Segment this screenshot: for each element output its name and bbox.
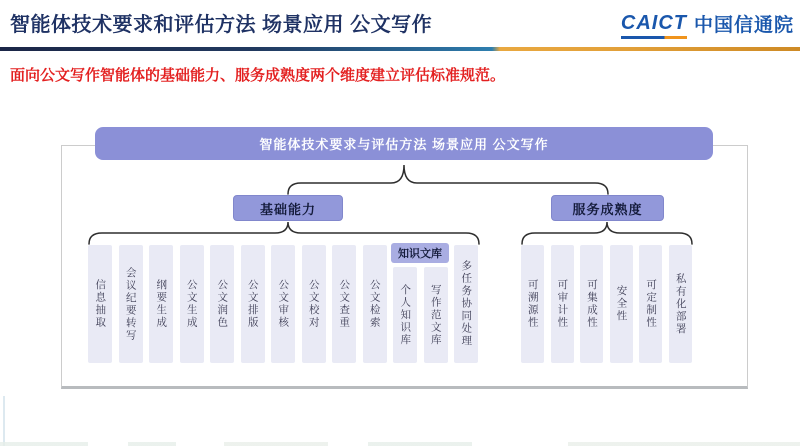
- capability-bar-label: 写作范文库: [429, 283, 442, 347]
- category-basic-capability: 基础能力: [233, 195, 343, 221]
- capability-bar: [241, 245, 265, 363]
- knowledge-library-label: 知识文库: [391, 243, 449, 263]
- caict-wordmark-wrap: [621, 12, 687, 39]
- capability-bar: [210, 245, 234, 363]
- capability-bar: [393, 267, 417, 363]
- intro-statement: 面向公文写作智能体的基础能力、服务成熟度两个维度建立评估标准规范。: [10, 67, 506, 84]
- capability-bar-label: 公文生成: [185, 279, 198, 329]
- maturity-bar: [580, 245, 603, 363]
- maturity-bar-label: 可定制性: [645, 279, 658, 329]
- capability-bar-label: 公文检索: [368, 279, 381, 329]
- capability-bar-label: 公文审核: [277, 279, 290, 329]
- capability-bar: [88, 245, 112, 363]
- capability-bar: [363, 245, 387, 363]
- capability-bar: [119, 245, 143, 363]
- capability-bar-label: 公文润色: [216, 279, 229, 329]
- maturity-bar-label: 可溯源性: [526, 279, 539, 329]
- left-edge-artifact: [3, 396, 5, 446]
- maturity-bar: [521, 245, 544, 363]
- maturity-bar-label: 私有化部署: [674, 272, 687, 336]
- service-maturity-bars: [521, 245, 692, 363]
- caict-cjk-name: 中国信通院: [693, 15, 794, 36]
- caict-logo: [621, 10, 794, 39]
- diagram-root-node: 智能体技术要求与评估方法 场景应用 公文写作: [95, 127, 713, 160]
- capability-bar-label: 纲要生成: [155, 279, 168, 329]
- capability-bar: [271, 245, 295, 363]
- maturity-bar: [610, 245, 633, 363]
- maturity-bar-label: 可集成性: [585, 279, 598, 329]
- caict-wordmark: CAICT: [620, 12, 687, 34]
- capability-bar-label: 公文校对: [307, 279, 320, 329]
- capability-bar: [424, 267, 448, 363]
- capability-bar: [302, 245, 326, 363]
- category-service-maturity: 服务成熟度: [551, 195, 664, 221]
- capability-bar: [180, 245, 204, 363]
- capability-bar-label: 个人知识库: [399, 283, 412, 347]
- capability-bar-label: 会议纪要转写: [124, 266, 137, 342]
- capability-bar: [332, 245, 356, 363]
- maturity-bar-label: 可审计性: [556, 279, 569, 329]
- header-divider-rule: [0, 47, 800, 51]
- capability-bar-label: 公文查重: [338, 279, 351, 329]
- caict-logo-underline: [621, 36, 687, 39]
- capability-bar: [149, 245, 173, 363]
- capability-bar-label: 信息抽取: [94, 279, 107, 329]
- capability-bar: [454, 245, 478, 363]
- maturity-bar: [639, 245, 662, 363]
- capability-bar-label: 多任务协同处理: [460, 260, 473, 348]
- bottom-edge-artifact: [0, 442, 800, 446]
- page-title: 智能体技术要求和评估方法 场景应用 公文写作: [10, 14, 433, 36]
- capability-bar-label: 公文排版: [246, 279, 259, 329]
- maturity-bar: [669, 245, 692, 363]
- maturity-bar-label: 安全性: [615, 285, 628, 323]
- maturity-bar: [551, 245, 574, 363]
